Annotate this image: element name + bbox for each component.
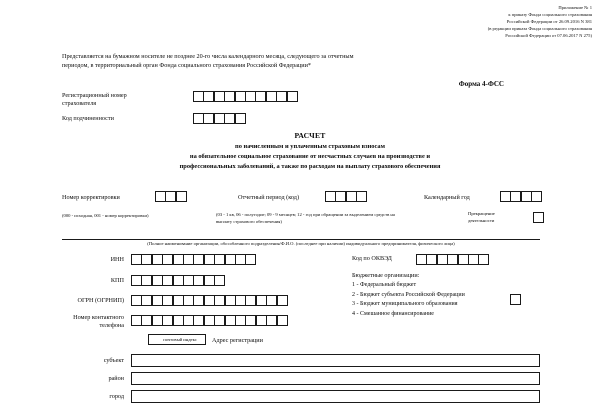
ogrn-label: ОГРН (ОГРНИП) [77,297,124,304]
ogrn-cell[interactable] [141,295,152,306]
ogrn-cell[interactable] [235,295,246,306]
budget-title: Бюджетные организации: [352,272,420,279]
correction-cell[interactable] [155,191,166,202]
ogrn-cell[interactable] [245,295,256,306]
kpp-cell[interactable] [214,275,225,286]
ogrn-cell[interactable] [277,295,288,306]
subordination-cell[interactable] [214,113,225,124]
subject-label: субъект [103,357,124,364]
reg-number-cell[interactable] [224,91,235,102]
legal-header-line: Приложение № 1 [558,5,592,10]
subordination-cell[interactable] [203,113,214,124]
inn-cell[interactable] [131,254,142,265]
inn-cell[interactable] [183,254,194,265]
reg-number-cell[interactable] [235,91,246,102]
ogrn-cell[interactable] [193,295,204,306]
budget-item: 3 - Бюджет муниципального образования [352,301,458,308]
calendar-year-input[interactable] [500,191,542,202]
phone-label: Номер контактного телефона [73,314,124,330]
subtitle-line-2: на обязательное социальное страхование от несчастных случаев на производстве и [189,152,431,160]
ogrn-cell[interactable] [131,295,142,306]
kpp-label: КПП [110,277,124,284]
kpp-cell[interactable] [183,275,194,286]
kpp-cell[interactable] [162,275,173,286]
phone-cell[interactable] [225,315,236,326]
phone-cell[interactable] [152,315,163,326]
okved-cell[interactable] [426,254,437,265]
phone-cell[interactable] [162,315,173,326]
inn-cell[interactable] [141,254,152,265]
phone-cell[interactable] [245,315,256,326]
okved-cell[interactable] [416,254,427,265]
budget-organizations-block [352,271,465,320]
budget-type-checkbox[interactable] [510,294,521,305]
kpp-cell[interactable] [141,275,152,286]
district-input[interactable] [131,372,540,385]
reg-number-cell[interactable] [193,91,204,102]
calendar-year-label: Календарный год [424,194,470,201]
reg-number-label: Регистрационный номер страхователя [62,92,127,108]
ogrn-cell[interactable] [266,295,277,306]
org-name-line[interactable] [62,239,540,240]
kpp-cell[interactable] [173,275,184,286]
inn-cell[interactable] [245,254,256,265]
document-subtitle [95,142,525,172]
reg-number-cell[interactable] [266,91,277,102]
postal-index-label: почтовый индекс [163,337,197,342]
correction-cell[interactable] [176,191,187,202]
legal-header [396,4,592,40]
address-registration-label: Адрес регистрации [212,337,263,344]
okved-label: Код по ОКВЭД [352,255,392,262]
budget-item: 2 - Бюджет субъекта Российской Федерации [352,291,465,298]
subtitle-line-3: профессиональных заболеваний, а также по расходам на выплату страхового обеспечения [179,162,441,170]
reporting-period-input[interactable] [325,191,367,202]
reg-number-cell[interactable] [276,91,287,102]
reg-number-cell[interactable] [287,91,298,102]
subject-input[interactable] [131,354,540,367]
inn-cell[interactable] [225,254,236,265]
phone-cell[interactable] [277,315,288,326]
correction-number-label: Номер корректировки [62,194,120,201]
legal-header-line: (в редакции приказа Фонда социального страхования [487,26,592,32]
phone-cell[interactable] [256,315,267,326]
termination-checkbox[interactable] [533,212,544,223]
ogrn-cell[interactable] [152,295,163,306]
subordination-input[interactable] [193,113,245,124]
okved-input[interactable] [416,254,489,265]
ogrn-cell[interactable] [204,295,215,306]
okved-cell[interactable] [478,254,489,265]
ogrn-cell[interactable] [256,295,267,306]
phone-input[interactable] [131,315,287,326]
year-cell[interactable] [500,191,511,202]
org-name-hint: (Полное наименование организации, обособленного подразделения/Ф.И.О. (последнее при наличии) индивидуального предпринимателя, физического лица) [147,241,455,246]
period-cell[interactable] [325,191,336,202]
year-cell[interactable] [510,191,521,202]
reg-number-cell[interactable] [214,91,225,102]
phone-cell[interactable] [193,315,204,326]
subordination-label: Код подчиненности [62,115,114,122]
phone-cell[interactable] [204,315,215,326]
ogrn-cell[interactable] [225,295,236,306]
period-cell[interactable] [356,191,367,202]
kpp-cell[interactable] [131,275,142,286]
ogrn-cell[interactable] [162,295,173,306]
city-input[interactable] [131,390,540,403]
year-cell[interactable] [531,191,542,202]
phone-cell[interactable] [141,315,152,326]
phone-cell[interactable] [214,315,225,326]
year-cell[interactable] [521,191,532,202]
ogrn-cell[interactable] [183,295,194,306]
phone-cell[interactable] [266,315,277,326]
inn-cell[interactable] [152,254,163,265]
submission-instructions: Представляется на бумажном носителе не позднее 20-го числа календарного месяца, следующего за отчетным периодом, в территориальный орган Фонда социального страхования Российской Федерации* [62,53,354,70]
reporting-period-label: Отчетный период (код) [238,194,300,201]
budget-item: 1 - Федеральный бюджет [352,282,417,289]
reg-number-cell[interactable] [255,91,266,102]
kpp-input[interactable] [131,275,225,286]
period-cell[interactable] [335,191,346,202]
reg-number-cell[interactable] [203,91,214,102]
city-label: город [109,393,124,400]
okved-cell[interactable] [468,254,479,265]
legal-header-line: к приказу Фонда социального страхования [508,12,592,18]
correction-cell[interactable] [165,191,176,202]
inn-label: ИНН [110,256,124,263]
reporting-period-hint: (03 - 1 кв, 06 - полугодие; 09 - 9 месяцев; 12 - год при обращении за выделением средств на выплату страхового обеспечения) [216,212,395,224]
kpp-cell[interactable] [152,275,163,286]
subtitle-line-1: по начисленным и уплаченным страховым взносам [235,143,385,150]
okved-cell[interactable] [447,254,458,265]
subordination-cell[interactable] [235,113,246,124]
inn-cell[interactable] [235,254,246,265]
ogrn-input[interactable] [131,295,287,306]
phone-cell[interactable] [131,315,142,326]
subordination-cell[interactable] [193,113,204,124]
budget-item: 4 - Смешанное финансирование [352,311,434,318]
ogrn-cell[interactable] [214,295,225,306]
termination-label: Прекращение деятельности [468,211,495,223]
reg-number-input[interactable] [193,91,297,102]
inn-cell[interactable] [204,254,215,265]
phone-cell[interactable] [183,315,194,326]
kpp-cell[interactable] [193,275,204,286]
legal-header-line: Российской Федерации от 07.06.2017 N 275) [505,33,592,39]
district-label: район [108,375,124,382]
reg-number-cell[interactable] [245,91,256,102]
inn-input[interactable] [131,254,256,265]
inn-cell[interactable] [214,254,225,265]
kpp-cell[interactable] [204,275,215,286]
document-title: РАСЧЕТ [294,131,326,140]
okved-cell[interactable] [458,254,469,265]
inn-cell[interactable] [173,254,184,265]
correction-number-input[interactable] [155,191,186,202]
phone-cell[interactable] [235,315,246,326]
ogrn-cell[interactable] [173,295,184,306]
phone-cell[interactable] [173,315,184,326]
correction-hint: (000 - исходная, 001 - номер корректировки) [62,213,149,218]
legal-header-line: Российской Федерации от 26.09.2016 N 381 [506,19,592,25]
inn-cell[interactable] [162,254,173,265]
period-cell[interactable] [346,191,357,202]
form-code: Форма 4-ФСС [458,80,504,88]
subordination-cell[interactable] [224,113,235,124]
inn-cell[interactable] [193,254,204,265]
okved-cell[interactable] [437,254,448,265]
